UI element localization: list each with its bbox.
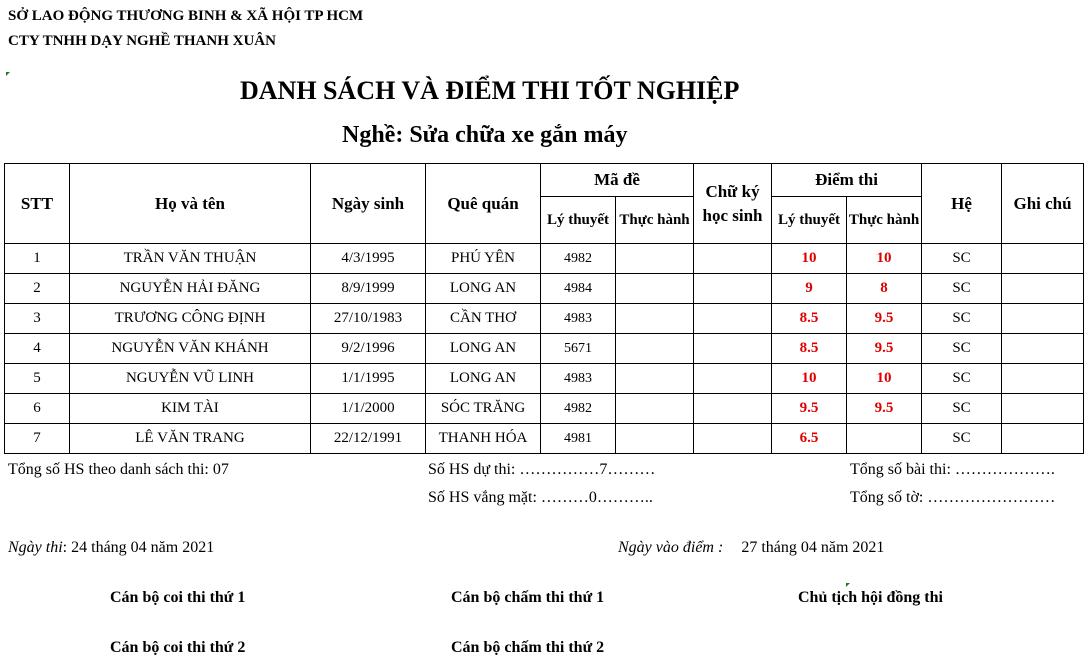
cell-signature: [694, 424, 772, 454]
cell-dob: 4/3/1995: [311, 244, 426, 274]
cell-stt: 3: [5, 304, 70, 334]
cell-system: SC: [922, 244, 1002, 274]
cell-comment-mark: [846, 583, 850, 587]
cell-score-theory: 9.5: [772, 394, 847, 424]
cell-note: [1002, 424, 1084, 454]
cell-code-practice: [616, 394, 694, 424]
header-code-practice: Thực hành: [616, 197, 694, 244]
cell-code-practice: [616, 244, 694, 274]
cell-note: [1002, 334, 1084, 364]
cell-score-practice: 10: [847, 244, 922, 274]
cell-score-practice: 8: [847, 274, 922, 304]
header-signature-line1: Chữ ký: [705, 181, 760, 201]
table-row: [5, 394, 1084, 424]
cell-code-theory: 4982: [541, 244, 616, 274]
table-row: [5, 334, 1084, 364]
cell-signature: [694, 364, 772, 394]
entry-date: [618, 539, 884, 557]
total-sheets: Tổng số tờ: ……………………: [850, 489, 1056, 506]
header-stt: STT: [5, 164, 70, 244]
cell-system: SC: [922, 334, 1002, 364]
cell-signature: [694, 244, 772, 274]
cell-name: NGUYỄN VŨ LINH: [70, 364, 311, 394]
cell-code-practice: [616, 304, 694, 334]
total-papers: Tổng số bài thi: ……………….: [850, 461, 1055, 478]
cell-system: SC: [922, 364, 1002, 394]
cell-code-theory: 4984: [541, 274, 616, 304]
header-score-theory: Lý thuyết: [772, 197, 847, 244]
entry-date-label: Ngày vào điểm: [618, 539, 714, 556]
table-row: [5, 424, 1084, 454]
signature-proctor-2: Cán bộ coi thi thứ 2: [110, 639, 246, 656]
cell-note: [1002, 364, 1084, 394]
cell-score-practice: 9.5: [847, 334, 922, 364]
cell-hometown: LONG AN: [426, 364, 541, 394]
cell-code-practice: [616, 424, 694, 454]
table-row: [5, 244, 1084, 274]
total-students-listed: Tổng số HS theo danh sách thi: 07: [8, 461, 229, 478]
cell-code-theory: 4983: [541, 304, 616, 334]
cell-note: [1002, 394, 1084, 424]
header-dob: Ngày sinh: [311, 164, 426, 244]
cell-hometown: LONG AN: [426, 274, 541, 304]
cell-hometown: CẦN THƠ: [426, 304, 541, 334]
cell-name: TRẦN VĂN THUẬN: [70, 244, 311, 274]
cell-name: KIM TÀI: [70, 394, 311, 424]
cell-dob: 22/12/1991: [311, 424, 426, 454]
cell-code-theory: 4981: [541, 424, 616, 454]
signature-grader-1: Cán bộ chấm thi thứ 1: [451, 589, 605, 606]
cell-code-practice: [616, 274, 694, 304]
cell-name: LÊ VĂN TRANG: [70, 424, 311, 454]
header-exam-code: Mã đề: [541, 164, 694, 197]
cell-hometown: THANH HÓA: [426, 424, 541, 454]
cell-score-theory: 8.5: [772, 304, 847, 334]
cell-score-theory: 8.5: [772, 334, 847, 364]
cell-code-theory: 4983: [541, 364, 616, 394]
students-absent: Số HS vắng mặt: ………0………..: [428, 489, 653, 506]
cell-score-theory: 10: [772, 244, 847, 274]
cell-system: SC: [922, 274, 1002, 304]
cell-score-practice: 9.5: [847, 394, 922, 424]
cell-signature: [694, 304, 772, 334]
cell-hometown: LONG AN: [426, 334, 541, 364]
document-title: DANH SÁCH VÀ ĐIỂM THI TỐT NGHIỆP: [240, 76, 740, 105]
signature-grader-2: Cán bộ chấm thi thứ 2: [451, 639, 605, 656]
table-row: [5, 364, 1084, 394]
cell-stt: 2: [5, 274, 70, 304]
entry-date-sep: :: [717, 539, 724, 556]
cell-score-theory: 6.5: [772, 424, 847, 454]
cell-stt: 7: [5, 424, 70, 454]
exam-date-label: Ngày thi: [8, 539, 63, 556]
cell-code-practice: [616, 364, 694, 394]
document-subtitle: Nghề: Sửa chữa xe gắn máy: [342, 122, 628, 148]
cell-code-practice: [616, 334, 694, 364]
header-hometown: Quê quán: [426, 164, 541, 244]
cell-note: [1002, 304, 1084, 334]
table-row: [5, 304, 1084, 334]
cell-signature: [694, 334, 772, 364]
cell-dob: 1/1/2000: [311, 394, 426, 424]
cell-stt: 5: [5, 364, 70, 394]
header-score-practice: Thực hành: [847, 197, 922, 244]
cell-system: SC: [922, 424, 1002, 454]
cell-note: [1002, 274, 1084, 304]
cell-dob: 27/10/1983: [311, 304, 426, 334]
cell-dob: 1/1/1995: [311, 364, 426, 394]
cell-score-practice: [847, 424, 922, 454]
signature-proctor-1: Cán bộ coi thi thứ 1: [110, 589, 246, 606]
table-row: [5, 274, 1084, 304]
org-line-1: SỞ LAO ĐỘNG THƯƠNG BINH & XÃ HỘI TP HCM: [8, 8, 364, 24]
exam-date-value: : 24 tháng 04 năm 2021: [62, 539, 215, 556]
cell-score-theory: 10: [772, 364, 847, 394]
header-system: Hệ: [922, 164, 1002, 244]
cell-hometown: SÓC TRĂNG: [426, 394, 541, 424]
cell-signature: [694, 394, 772, 424]
cell-name: NGUYỄN HẢI ĐĂNG: [70, 274, 311, 304]
header-note: Ghi chú: [1002, 164, 1084, 244]
cell-signature: [694, 274, 772, 304]
header-signature: [694, 164, 772, 244]
cell-score-practice: 10: [847, 364, 922, 394]
grades-table: [4, 163, 1084, 454]
cell-stt: 1: [5, 244, 70, 274]
cell-note: [1002, 244, 1084, 274]
cell-dob: 8/9/1999: [311, 274, 426, 304]
header-code-theory: Lý thuyết: [541, 197, 616, 244]
students-attended: Số HS dự thi: ……………7………: [428, 461, 656, 478]
cell-stt: 6: [5, 394, 70, 424]
cell-name: TRƯƠNG CÔNG ĐỊNH: [70, 304, 311, 334]
cell-system: SC: [922, 394, 1002, 424]
cell-score-theory: 9: [772, 274, 847, 304]
cell-score-practice: 9.5: [847, 304, 922, 334]
cell-system: SC: [922, 304, 1002, 334]
exam-date: [8, 539, 214, 557]
cell-name: NGUYỄN VĂN KHÁNH: [70, 334, 311, 364]
cell-code-theory: 4982: [541, 394, 616, 424]
entry-date-value: 27 tháng 04 năm 2021: [741, 539, 885, 556]
header-signature-line2: học sinh: [702, 205, 763, 225]
cell-hometown: PHÚ YÊN: [426, 244, 541, 274]
cell-comment-mark: [6, 72, 10, 76]
signature-chair: Chủ tịch hội đồng thi: [798, 589, 943, 606]
org-line-2: CTY TNHH DẠY NGHỀ THANH XUÂN: [8, 33, 276, 49]
cell-dob: 9/2/1996: [311, 334, 426, 364]
cell-stt: 4: [5, 334, 70, 364]
header-scores: Điểm thi: [772, 164, 922, 197]
cell-code-theory: 5671: [541, 334, 616, 364]
header-name: Họ và tên: [70, 164, 311, 244]
